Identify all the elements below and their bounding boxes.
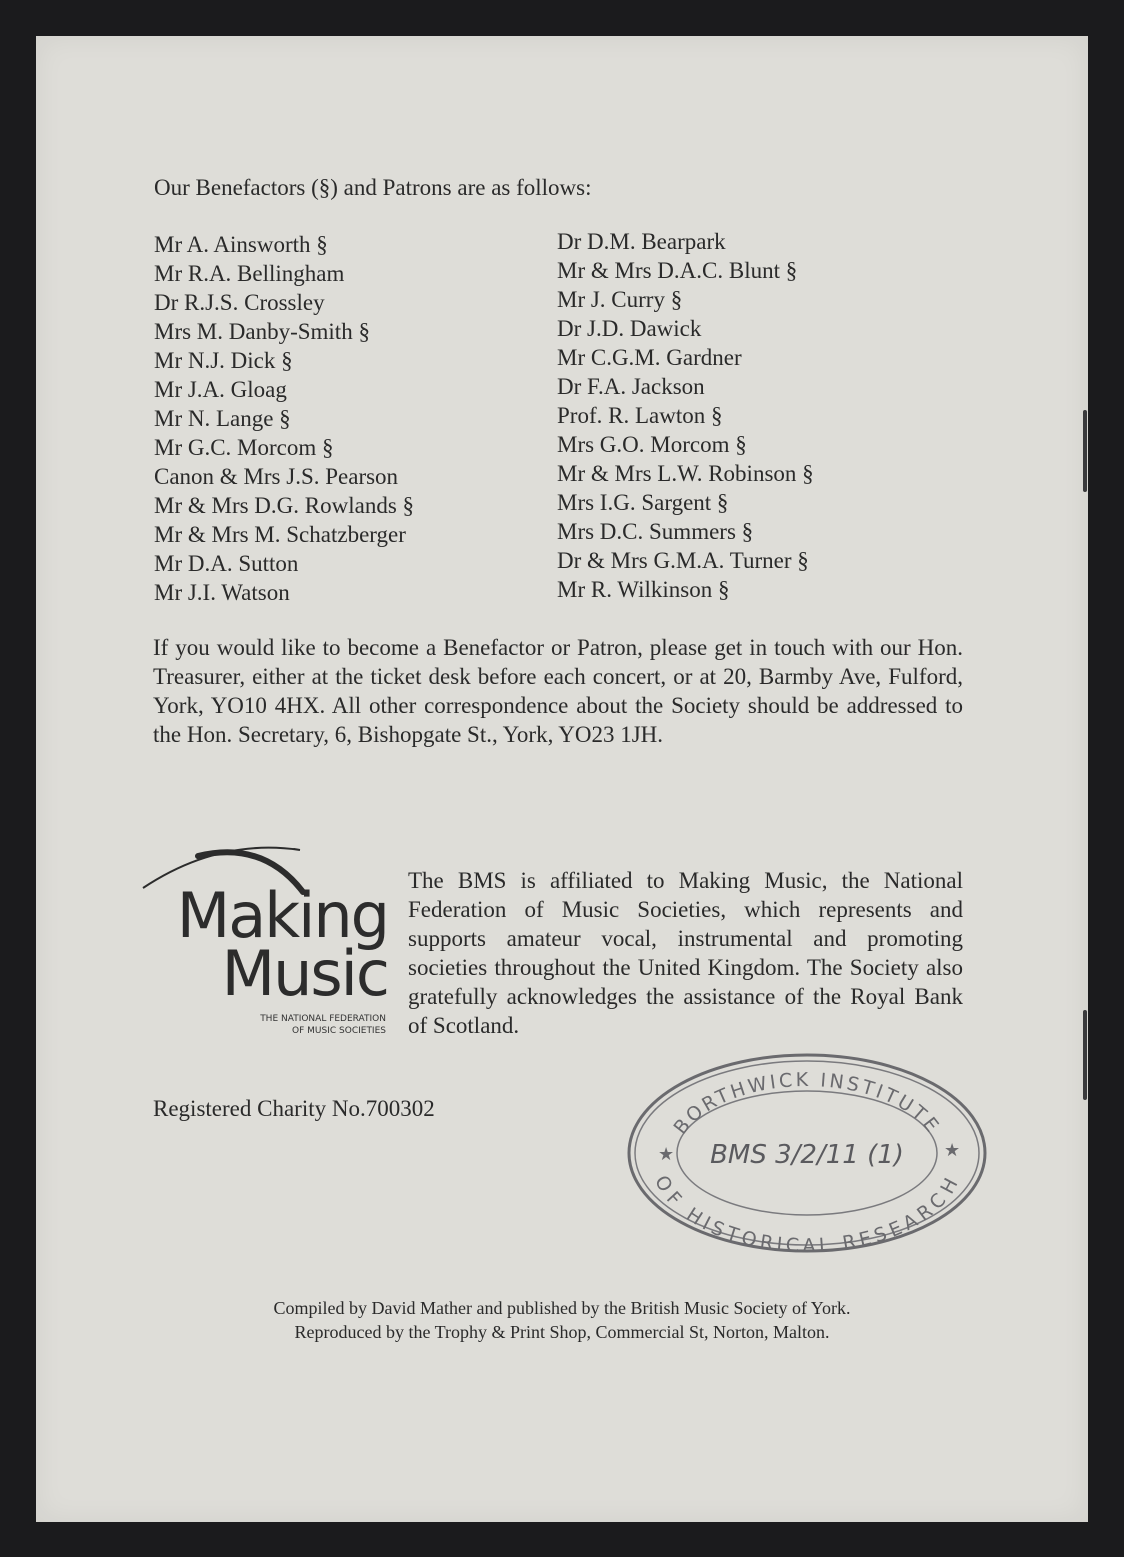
patron-name: Prof. R. Lawton § bbox=[557, 403, 723, 428]
patron-name: Mr J.I. Watson bbox=[154, 580, 290, 605]
patron-name: Mr & Mrs L.W. Robinson § bbox=[557, 461, 814, 486]
patron-name: Dr D.M. Bearpark bbox=[557, 229, 726, 254]
star-icon: ★ bbox=[944, 1140, 961, 1161]
stamp-top-text: BORTHWICK INSTITUTE bbox=[669, 1068, 945, 1139]
patron-name: Mr A. Ainsworth § bbox=[154, 232, 328, 257]
stamp-bottom-text: OF HISTORICAL RESEARCH bbox=[650, 1171, 964, 1258]
patron-name: Mr D.A. Sutton bbox=[154, 551, 299, 576]
making-music-logo bbox=[138, 842, 393, 1042]
patron-name: Mr J. Curry § bbox=[557, 287, 683, 312]
patrons-list-left bbox=[154, 230, 414, 607]
patron-name: Mr N. Lange § bbox=[154, 406, 291, 431]
patron-name: Mr N.J. Dick § bbox=[154, 348, 293, 373]
logo-word-music: Music bbox=[221, 937, 388, 1010]
patron-name: Mrs I.G. Sargent § bbox=[557, 490, 729, 515]
patrons-intro: Our Benefactors (§) and Patrons are as follows: bbox=[154, 175, 592, 200]
stamp-seal bbox=[622, 1048, 992, 1258]
star-icon: ★ bbox=[658, 1144, 675, 1165]
colophon bbox=[150, 1296, 974, 1344]
patron-name: Dr F.A. Jackson bbox=[557, 374, 705, 399]
contact-paragraph: If you would like to become a Benefactor or Patron, please get in touch with our Hon. Treasurer, either at the ticket desk before each concert, or at 20, Barmby Ave, Fulford, York, YO10 4HX. All other correspondence about the Society should be addressed to the Hon. Secretary, 6, Bishopgate St., York, YO23 1JH. bbox=[153, 635, 963, 747]
patron-name: Mr R. Wilkinson § bbox=[557, 577, 730, 602]
staple bbox=[1083, 1010, 1087, 1100]
patron-name: Dr & Mrs G.M.A. Turner § bbox=[557, 548, 809, 573]
archive-stamp bbox=[622, 1048, 992, 1258]
patrons-list-right bbox=[557, 227, 814, 604]
logo-word-making: Making bbox=[176, 879, 388, 952]
patron-name: Mrs M. Danby-Smith § bbox=[154, 319, 370, 344]
patron-name: Mr & Mrs M. Schatzberger bbox=[154, 522, 406, 547]
patron-name: Mr & Mrs D.G. Rowlands § bbox=[154, 493, 415, 518]
patron-name: Dr J.D. Dawick bbox=[557, 316, 702, 341]
colophon-line: Reproduced by the Trophy & Print Shop, Commercial St, Norton, Malton. bbox=[294, 1322, 830, 1342]
colophon-line: Compiled by David Mather and published by the British Music Society of York. bbox=[273, 1298, 851, 1318]
patron-name: Mr G.C. Morcom § bbox=[154, 435, 334, 460]
patron-name: Mrs D.C. Summers § bbox=[557, 519, 754, 544]
patron-name: Mr C.G.M. Gardner bbox=[557, 345, 742, 370]
charity-number: Registered Charity No.700302 bbox=[153, 1096, 435, 1121]
affiliation-paragraph: The BMS is affiliated to Making Music, the National Federation of Music Societies, which represents and supports amateur vocal, instrumental and promoting societies throughout the United Kingdom. The Society also gratefully acknowledges the assistance of the Royal Bank of Scotland. bbox=[408, 868, 963, 1038]
patron-name: Mr & Mrs D.A.C. Blunt § bbox=[557, 258, 798, 283]
svg-text:BORTHWICK INSTITUTE bbox=[670, 1069, 945, 1139]
stamp-reference: BMS 3/2/11 (1) bbox=[710, 1140, 904, 1170]
patron-name: Mrs G.O. Morcom § bbox=[557, 432, 747, 457]
patron-name: Mr R.A. Bellingham bbox=[154, 261, 345, 286]
patron-name: Mr J.A. Gloag bbox=[154, 377, 287, 402]
patron-name: Dr R.J.S. Crossley bbox=[154, 290, 325, 315]
patron-name: Canon & Mrs J.S. Pearson bbox=[154, 464, 399, 489]
logo-subtitle: OF MUSIC SOCIETIES bbox=[292, 1026, 386, 1036]
staple bbox=[1083, 410, 1087, 492]
logo-subtitle: THE NATIONAL FEDERATION bbox=[260, 1014, 386, 1024]
